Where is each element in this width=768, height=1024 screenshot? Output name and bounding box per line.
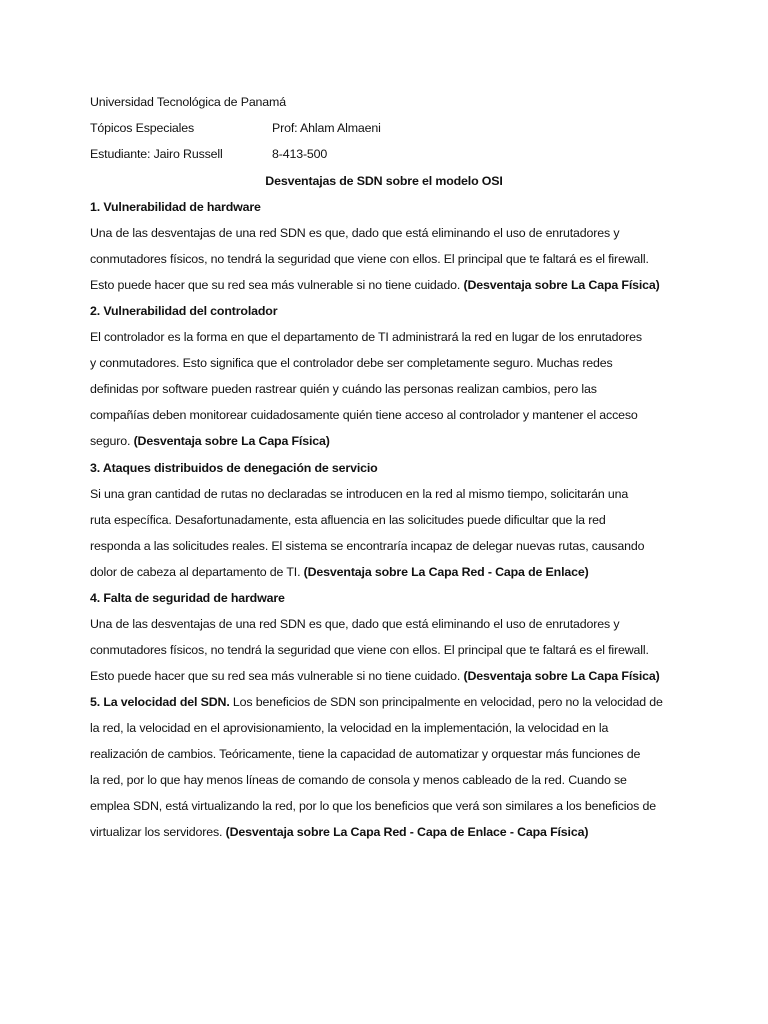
professor-name: Prof: Ahlam Almaeni: [272, 121, 381, 135]
paragraph-line: El controlador es la forma en que el departamento de TI administrará la red en lugar de los enrutadores: [90, 330, 642, 344]
layer-note: (Desventaja sobre La Capa Física): [463, 669, 660, 683]
paragraph-line: emplea SDN, está virtualizando la red, por lo que los beneficios que verá son similares a los beneficios de: [90, 799, 656, 813]
paragraph-line: realización de cambios. Teóricamente, tiene la capacidad de automatizar y orquestar más funciones de: [90, 747, 641, 761]
paragraph-line: ruta específica. Desafortunadamente, esta afluencia en las solicitudes puede dificultar que la red: [90, 513, 606, 527]
course-name: Tópicos Especiales: [90, 121, 195, 135]
paragraph-line: [90, 819, 690, 845]
section-heading: 3. Ataques distribuidos de denegación de servicio: [90, 461, 378, 475]
paragraph-line: [90, 663, 690, 689]
paragraph-line: y conmutadores. Esto significa que el controlador debe ser completamente seguro. Muchas redes: [90, 356, 613, 370]
paragraph-text: virtualizar los servidores.: [90, 825, 226, 839]
paragraph-line: definidas por software pueden rastrear quién y cuándo las personas realizan cambios, pero las: [90, 382, 597, 396]
paragraph-text: Esto puede hacer que su red sea más vulnerable si no tiene cuidado.: [90, 669, 464, 683]
paragraph-line: Si una gran cantidad de rutas no declaradas se introducen en la red al mismo tiempo, solicitarán una: [90, 487, 629, 501]
paragraph-line: responda a las solicitudes reales. El sistema se encontraría incapaz de delegar nuevas rutas, causando: [90, 539, 645, 553]
section-heading: 4. Falta de seguridad de hardware: [90, 591, 285, 605]
document-title: Desventajas de SDN sobre el modelo OSI: [265, 174, 503, 188]
layer-note: (Desventaja sobre La Capa Red - Capa de Enlace - Capa Física): [225, 825, 589, 839]
section-heading: 5. La velocidad del SDN.: [90, 695, 230, 709]
paragraph-line: [90, 689, 690, 715]
section-heading: 1. Vulnerabilidad de hardware: [90, 200, 261, 214]
paragraph-text: dolor de cabeza al departamento de TI.: [90, 565, 304, 579]
layer-note: (Desventaja sobre La Capa Red - Capa de Enlace): [303, 565, 589, 579]
paragraph-text: seguro.: [90, 434, 134, 448]
paragraph-line: compañías deben monitorear cuidadosamente quién tiene acceso al controlador y mantener el acceso: [90, 408, 638, 422]
paragraph-line: [90, 559, 690, 585]
layer-note: (Desventaja sobre La Capa Física): [463, 278, 660, 292]
paragraph-line: [90, 428, 690, 454]
paragraph-text: Esto puede hacer que su red sea más vulnerable si no tiene cuidado.: [90, 278, 464, 292]
paragraph-text: Los beneficios de SDN son principalmente en velocidad, pero no la velocidad de: [229, 695, 663, 709]
paragraph-line: Una de las desventajas de una red SDN es que, dado que está eliminando el uso de enrutadores y: [90, 617, 620, 631]
paragraph-line: conmutadores físicos, no tendrá la seguridad que viene con ellos. El principal que te faltará es el firewall.: [90, 643, 649, 657]
paragraph-line: la red, la velocidad en el aprovisionamiento, la velocidad en la implementación, la velocidad en la: [90, 721, 609, 735]
paragraph-line: conmutadores físicos, no tendrá la seguridad que viene con ellos. El principal que te faltará es el firewall.: [90, 252, 649, 266]
paragraph-line: la red, por lo que hay menos líneas de comando de consola y menos cableado de la red. Cuando se: [90, 773, 627, 787]
course-line: [90, 115, 690, 141]
university-name: Universidad Tecnológica de Panamá: [90, 95, 286, 109]
paragraph-line: [90, 272, 690, 298]
layer-note: (Desventaja sobre La Capa Física): [133, 434, 330, 448]
student-name: Estudiante: Jairo Russell: [90, 147, 223, 161]
paragraph-line: Una de las desventajas de una red SDN es que, dado que está eliminando el uso de enrutadores y: [90, 226, 620, 240]
student-line: [90, 141, 690, 167]
section-heading: 2. Vulnerabilidad del controlador: [90, 304, 278, 318]
student-id: 8-413-500: [272, 147, 328, 161]
